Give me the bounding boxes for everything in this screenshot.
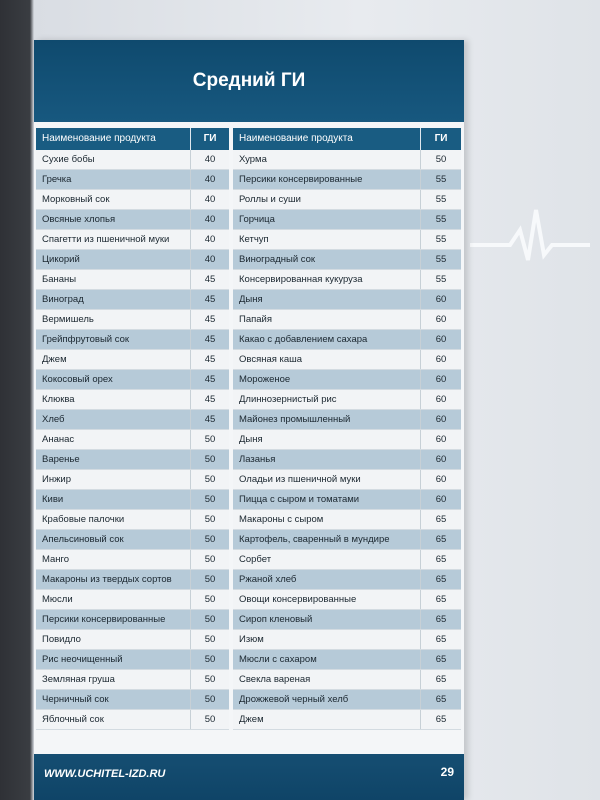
table-row <box>233 490 461 510</box>
product-name: Хурма <box>239 154 267 165</box>
product-name: Киви <box>42 494 64 505</box>
product-name: Сухие бобы <box>42 154 95 165</box>
gi-value: 60 <box>420 470 461 489</box>
product-name: Манго <box>42 554 70 565</box>
table-row <box>233 390 461 410</box>
table-row <box>233 310 461 330</box>
product-name: Роллы и суши <box>239 194 301 205</box>
gi-value: 40 <box>190 150 229 169</box>
product-name: Рис неочищенный <box>42 654 123 665</box>
product-name: Овощи консервированные <box>239 594 357 605</box>
product-name: Папайя <box>239 314 272 325</box>
gi-value: 50 <box>190 590 229 609</box>
table-row <box>233 650 461 670</box>
gi-value: 50 <box>190 570 229 589</box>
product-name: Кетчуп <box>239 234 269 245</box>
table-row <box>233 150 461 170</box>
product-name: Оладьи из пшеничной муки <box>239 474 361 485</box>
gi-value: 40 <box>190 170 229 189</box>
gi-value: 45 <box>190 290 229 309</box>
product-name: Инжир <box>42 474 72 485</box>
gi-value: 60 <box>420 410 461 429</box>
gi-value: 50 <box>190 690 229 709</box>
table-row <box>233 610 461 630</box>
table-row <box>36 150 229 170</box>
product-name: Мороженое <box>239 374 291 385</box>
table-row <box>233 570 461 590</box>
product-name: Яблочный сок <box>42 714 104 725</box>
gi-value: 40 <box>190 230 229 249</box>
table-row <box>233 290 461 310</box>
gi-value: 55 <box>420 190 461 209</box>
table-row <box>36 310 229 330</box>
table-row <box>36 370 229 390</box>
footer-url[interactable]: WWW.UCHITEL-IZD.RU <box>44 768 166 780</box>
table-row <box>36 210 229 230</box>
table-row <box>233 370 461 390</box>
product-name: Мюсли <box>42 594 73 605</box>
product-name: Повидло <box>42 634 81 645</box>
page-header <box>34 40 464 122</box>
table-row <box>233 530 461 550</box>
gi-value: 65 <box>420 650 461 669</box>
product-name: Варенье <box>42 454 80 465</box>
gi-value: 50 <box>190 670 229 689</box>
gi-value: 45 <box>190 330 229 349</box>
table-row <box>233 590 461 610</box>
table-row <box>36 450 229 470</box>
table-row <box>36 490 229 510</box>
gi-value: 60 <box>420 370 461 389</box>
gi-value: 60 <box>420 310 461 329</box>
product-name: Консервированная кукуруза <box>239 274 363 285</box>
product-name: Свекла вареная <box>239 674 311 685</box>
gi-value: 50 <box>190 650 229 669</box>
product-name: Макароны из твердых сортов <box>42 574 172 585</box>
table-row <box>36 610 229 630</box>
booklet-page <box>34 40 464 800</box>
table-row <box>36 170 229 190</box>
gi-value: 50 <box>190 450 229 469</box>
table-row <box>233 410 461 430</box>
gi-value: 55 <box>420 210 461 229</box>
table-row <box>36 250 229 270</box>
gi-value: 50 <box>190 430 229 449</box>
product-name: Земляная груша <box>42 674 115 685</box>
gi-value: 55 <box>420 170 461 189</box>
gi-value: 50 <box>190 510 229 529</box>
product-name: Овсяная каша <box>239 354 303 365</box>
product-name: Длиннозернистый рис <box>239 394 337 405</box>
gi-value: 50 <box>190 710 229 729</box>
gi-value: 65 <box>420 610 461 629</box>
product-name: Пицца с сыром и томатами <box>239 494 360 505</box>
gi-value: 40 <box>190 210 229 229</box>
gi-value: 50 <box>190 550 229 569</box>
product-name: Цикорий <box>42 254 80 265</box>
page-number: 29 <box>440 765 454 779</box>
product-name: Изюм <box>239 634 264 645</box>
page-title: Средний ГИ <box>192 70 306 91</box>
background-graphic <box>465 470 600 590</box>
table-row <box>36 510 229 530</box>
gi-value: 50 <box>190 470 229 489</box>
product-name: Виноград <box>42 294 84 305</box>
table-row <box>36 470 229 490</box>
product-name: Сорбет <box>239 554 272 565</box>
product-name: Крабовые палочки <box>42 514 125 525</box>
product-name: Дрожжевой черный хелб <box>239 694 349 705</box>
gi-value: 60 <box>420 390 461 409</box>
table-row <box>36 290 229 310</box>
table-row <box>233 250 461 270</box>
gi-value: 65 <box>420 630 461 649</box>
product-name: Гречка <box>42 174 72 185</box>
table-row <box>233 230 461 250</box>
gi-value: 50 <box>190 610 229 629</box>
product-name: Виноградный сок <box>239 254 316 265</box>
table-row <box>233 450 461 470</box>
table-row <box>233 470 461 490</box>
table-row <box>233 710 461 730</box>
table-row <box>233 630 461 650</box>
gi-value: 60 <box>420 430 461 449</box>
table-row <box>233 170 461 190</box>
page-footer <box>34 754 464 800</box>
product-name: Горчица <box>239 214 275 225</box>
table-header-row <box>36 128 229 150</box>
header-gi: ГИ <box>420 128 461 150</box>
product-name: Джем <box>42 354 67 365</box>
table-row <box>36 690 229 710</box>
table-row <box>233 550 461 570</box>
gi-value: 60 <box>420 450 461 469</box>
table-row <box>36 530 229 550</box>
product-name: Персики консервированные <box>239 174 363 185</box>
product-name: Лазанья <box>239 454 276 465</box>
pulse-line-decoration <box>470 200 590 280</box>
product-name: Овсяные хлопья <box>42 214 116 225</box>
gi-value: 45 <box>190 350 229 369</box>
table-row <box>36 390 229 410</box>
gi-value: 45 <box>190 370 229 389</box>
product-name: Ананас <box>42 434 75 445</box>
gi-value: 65 <box>420 690 461 709</box>
table-row <box>36 270 229 290</box>
gi-value: 60 <box>420 290 461 309</box>
gi-value: 65 <box>420 590 461 609</box>
table-row <box>36 630 229 650</box>
table-row <box>233 270 461 290</box>
table-row <box>233 190 461 210</box>
gi-value: 50 <box>190 530 229 549</box>
gi-value: 65 <box>420 530 461 549</box>
table-row <box>36 650 229 670</box>
table-row <box>233 350 461 370</box>
gi-value: 60 <box>420 350 461 369</box>
table-row <box>233 430 461 450</box>
gi-value: 55 <box>420 230 461 249</box>
product-name: Макароны с сыром <box>239 514 324 525</box>
gi-value: 60 <box>420 330 461 349</box>
table-left-column <box>36 128 229 730</box>
product-name: Сироп кленовый <box>239 614 313 625</box>
product-name: Апельсиновый сок <box>42 534 124 545</box>
gi-value: 45 <box>190 310 229 329</box>
gi-value: 65 <box>420 550 461 569</box>
gi-value: 45 <box>190 410 229 429</box>
gi-value: 60 <box>420 490 461 509</box>
gi-value: 50 <box>190 630 229 649</box>
product-name: Картофель, сваренный в мундире <box>239 534 390 545</box>
table-row <box>233 670 461 690</box>
product-name: Персики консервированные <box>42 614 166 625</box>
table-row <box>233 330 461 350</box>
product-name: Морковный сок <box>42 194 110 205</box>
product-name: Майонез промышленный <box>239 414 351 425</box>
product-name: Кокосовый орех <box>42 374 113 385</box>
table-row <box>36 590 229 610</box>
product-name: Мюсли с сахаром <box>239 654 317 665</box>
gi-value: 40 <box>190 190 229 209</box>
gi-value: 65 <box>420 710 461 729</box>
product-name: Вермишель <box>42 314 94 325</box>
product-name: Клюква <box>42 394 75 405</box>
gi-value: 65 <box>420 570 461 589</box>
product-name: Какао с добавлением сахара <box>239 334 368 345</box>
product-name: Джем <box>239 714 264 725</box>
table-row <box>36 190 229 210</box>
table-header-row <box>233 128 461 150</box>
table-row <box>36 330 229 350</box>
table-row <box>36 410 229 430</box>
product-name: Хлеб <box>42 414 65 425</box>
table-row <box>36 350 229 370</box>
product-name: Ржаной хлеб <box>239 574 297 585</box>
table-row <box>233 210 461 230</box>
gi-value: 40 <box>190 250 229 269</box>
product-name: Черничный сок <box>42 694 109 705</box>
product-name: Дыня <box>239 294 263 305</box>
product-name: Дыня <box>239 434 263 445</box>
table-row <box>36 710 229 730</box>
gi-value: 50 <box>420 150 461 169</box>
table-row <box>36 430 229 450</box>
gi-value: 55 <box>420 270 461 289</box>
header-product-name: Наименование продукта <box>239 133 353 144</box>
header-product-name: Наименование продукта <box>42 133 156 144</box>
gi-value: 65 <box>420 510 461 529</box>
header-gi: ГИ <box>190 128 229 150</box>
gi-value: 65 <box>420 670 461 689</box>
product-name: Грейпфрутовый сок <box>42 334 130 345</box>
gi-value: 45 <box>190 270 229 289</box>
product-name: Спагетти из пшеничной муки <box>42 234 170 245</box>
table-row <box>36 230 229 250</box>
table-row <box>233 510 461 530</box>
table-row <box>36 570 229 590</box>
gi-value: 55 <box>420 250 461 269</box>
product-name: Бананы <box>42 274 77 285</box>
table-right-column <box>233 128 461 730</box>
gi-value: 50 <box>190 490 229 509</box>
table-row <box>36 550 229 570</box>
gi-value: 45 <box>190 390 229 409</box>
table-row <box>36 670 229 690</box>
table-row <box>233 690 461 710</box>
